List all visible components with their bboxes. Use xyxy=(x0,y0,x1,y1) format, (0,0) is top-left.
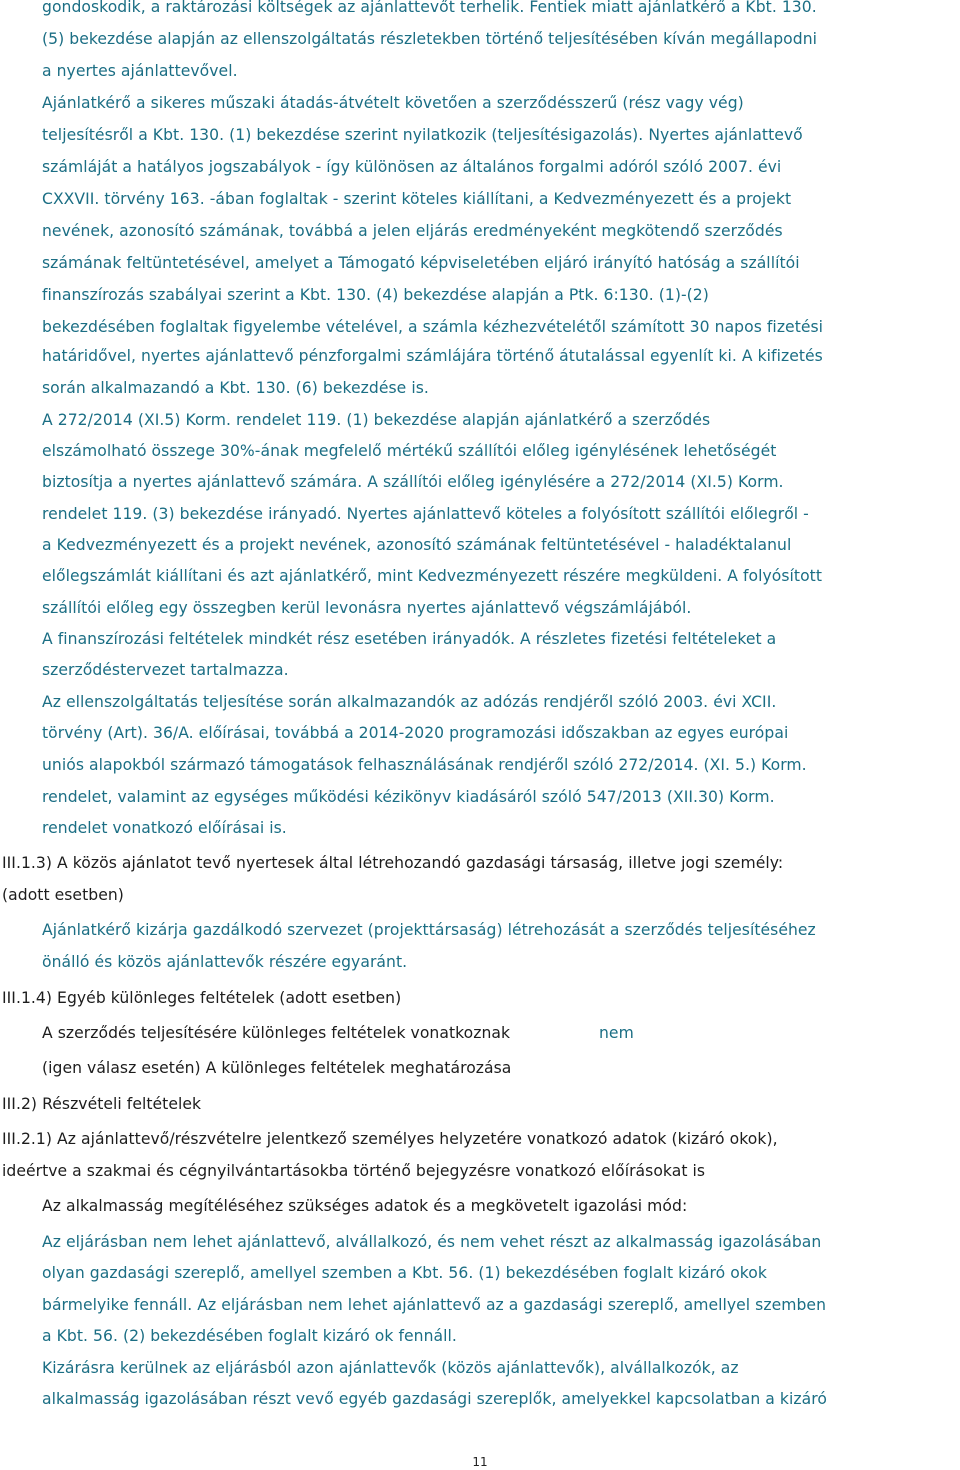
text-line: olyan gazdasági szereplő, amellyel szemben a Kbt. 56. (1) bekezdésében foglalt kizáró okok xyxy=(42,1264,767,1282)
text-line: számának feltüntetésével, amelyet a Támogató képviseletében eljáró irányító hatóság a szállítói xyxy=(42,254,800,272)
answer-value: nem xyxy=(599,1024,634,1042)
text-line: alkalmasság igazolásában részt vevő egyéb gazdasági szereplők, amelyekkel kapcsolatban a kizáró xyxy=(42,1390,827,1408)
text-line: határidővel, nyertes ajánlattevő pénzforgalmi számlájára történő átutalással egyenlít ki. A kifizetés xyxy=(42,347,823,365)
section-heading: III.2.1) Az ajánlattevő/részvételre jelentkező személyes helyzetére vonatkozó adatok (kizáró okok), xyxy=(2,1130,778,1148)
page-number: 11 xyxy=(472,1455,488,1469)
section-heading: III.2) Részvételi feltételek xyxy=(2,1095,202,1113)
text-line: szállítói előleg egy összegben kerül levonásra nyertes ajánlattevő végszámlájából. xyxy=(42,599,692,617)
text-line: a nyertes ajánlattevővel. xyxy=(42,62,238,80)
text-line: nevének, azonosító számának, továbbá a jelen eljárás eredményeként megkötendő szerződés xyxy=(42,222,783,240)
text-line: Az ellenszolgáltatás teljesítése során alkalmazandók az adózás rendjéről szóló 2003. évi XCII. xyxy=(42,693,777,711)
text-line: törvény (Art). 36/A. előírásai, továbbá a 2014-2020 programozási időszakban az egyes európai xyxy=(42,724,789,742)
text-line: előlegszámlát kiállítani és azt ajánlatkérő, mint Kedvezményezett részére megküldeni. A folyósított xyxy=(42,567,822,585)
section-heading: (adott esetben) xyxy=(2,886,124,904)
text-line: A 272/2014 (XI.5) Korm. rendelet 119. (1) bekezdése alapján ajánlatkérő a szerződés xyxy=(42,411,711,429)
text-line: önálló és közös ajánlattevők részére egyaránt. xyxy=(42,953,408,971)
text-line: teljesítésről a Kbt. 130. (1) bekezdése szerint nyilatkozik (teljesítésigazolás). Nyertes ajánlattevő xyxy=(42,126,803,144)
text-line: rendelet vonatkozó előírásai is. xyxy=(42,819,287,837)
section-heading: III.1.4) Egyéb különleges feltételek (adott esetben) xyxy=(2,989,402,1007)
text-line: A finanszírozási feltételek mindkét rész esetében irányadók. A részletes fizetési feltételeket a xyxy=(42,630,777,648)
text-line: bekezdésében foglaltak figyelembe vételével, a számla kézhezvételétől számított 30 napos fizetési xyxy=(42,318,824,336)
text-line: CXXVII. törvény 163. -ában foglaltak - szerint köteles kiállítani, a Kedvezményezett és a projekt xyxy=(42,190,792,208)
text-line: Kizárásra kerülnek az eljárásból azon ajánlattevők (közös ajánlattevők), alvállalkozók, az xyxy=(42,1359,739,1377)
text-line: rendelet, valamint az egységes működési kézikönyv kiadásáról szóló 547/2013 (XII.30) Korm. xyxy=(42,788,775,806)
text-line: (igen válasz esetén) A különleges feltételek meghatározása xyxy=(42,1059,512,1077)
text-line: rendelet 119. (3) bekezdése irányadó. Nyertes ajánlattevő köteles a folyósított szállítói előlegről - xyxy=(42,505,809,523)
text-line: uniós alapokból származó támogatások felhasználásának rendjéről szóló 272/2014. (XI. 5.) Korm. xyxy=(42,756,807,774)
text-line: finanszírozás szabályai szerint a Kbt. 130. (4) bekezdése alapján a Ptk. 6:130. (1)-(2) xyxy=(42,286,709,304)
text-line: számláját a hatályos jogszabályok - így különösen az általános forgalmi adóról szóló 2007. évi xyxy=(42,158,782,176)
text-line: a Kedvezményezett és a projekt nevének, azonosító számának feltüntetésével - haladéktalanul xyxy=(42,536,792,554)
text-line: Ajánlatkérő kizárja gazdálkodó szervezet (projekttársaság) létrehozását a szerződés teljesítéséhez xyxy=(42,921,816,939)
text-line: biztosítja a nyertes ajánlattevő számára. A szállítói előleg igénylésére a 272/2014 (XI.5) Korm. xyxy=(42,473,784,491)
text-line: szerződéstervezet tartalmazza. xyxy=(42,661,289,679)
text-line: Az alkalmasság megítéléséhez szükséges adatok és a megkövetelt igazolási mód: xyxy=(42,1197,688,1215)
text-line: elszámolható összege 30%-ának megfelelő mértékű szállítói előleg igénylésének lehetőségét xyxy=(42,442,777,460)
text-line: a Kbt. 56. (2) bekezdésében foglalt kizáró ok fennáll. xyxy=(42,1327,457,1345)
text-line: Az eljárásban nem lehet ajánlattevő, alvállalkozó, és nem vehet részt az alkalmasság igazolásában xyxy=(42,1233,822,1251)
section-heading: ideértve a szakmai és cégnyilvántartásokba történő bejegyzésre vonatkozó előírásokat is xyxy=(2,1162,706,1180)
text-line: A szerződés teljesítésére különleges feltételek vonatkoznak xyxy=(42,1024,511,1042)
text-line: bármelyike fennáll. Az eljárásban nem lehet ajánlattevő az a gazdasági szereplő, amellyel szemben xyxy=(42,1296,827,1314)
text-line: gondoskodik, a raktározási költségek az ajánlattevőt terhelik. Fentiek miatt ajánlatkérő a Kbt. 130. xyxy=(42,0,817,16)
text-line: (5) bekezdése alapján az ellenszolgáltatás részletekben történő teljesítésében kíván megállapodni xyxy=(42,30,818,48)
section-heading: III.1.3) A közös ajánlatot tevő nyertesek által létrehozandó gazdasági társaság, illetve jogi személy: xyxy=(2,854,784,872)
text-line: Ajánlatkérő a sikeres műszaki átadás-átvételt követően a szerződésszerű (rész vagy vég) xyxy=(42,94,744,112)
text-line: során alkalmazandó a Kbt. 130. (6) bekezdése is. xyxy=(42,379,429,397)
